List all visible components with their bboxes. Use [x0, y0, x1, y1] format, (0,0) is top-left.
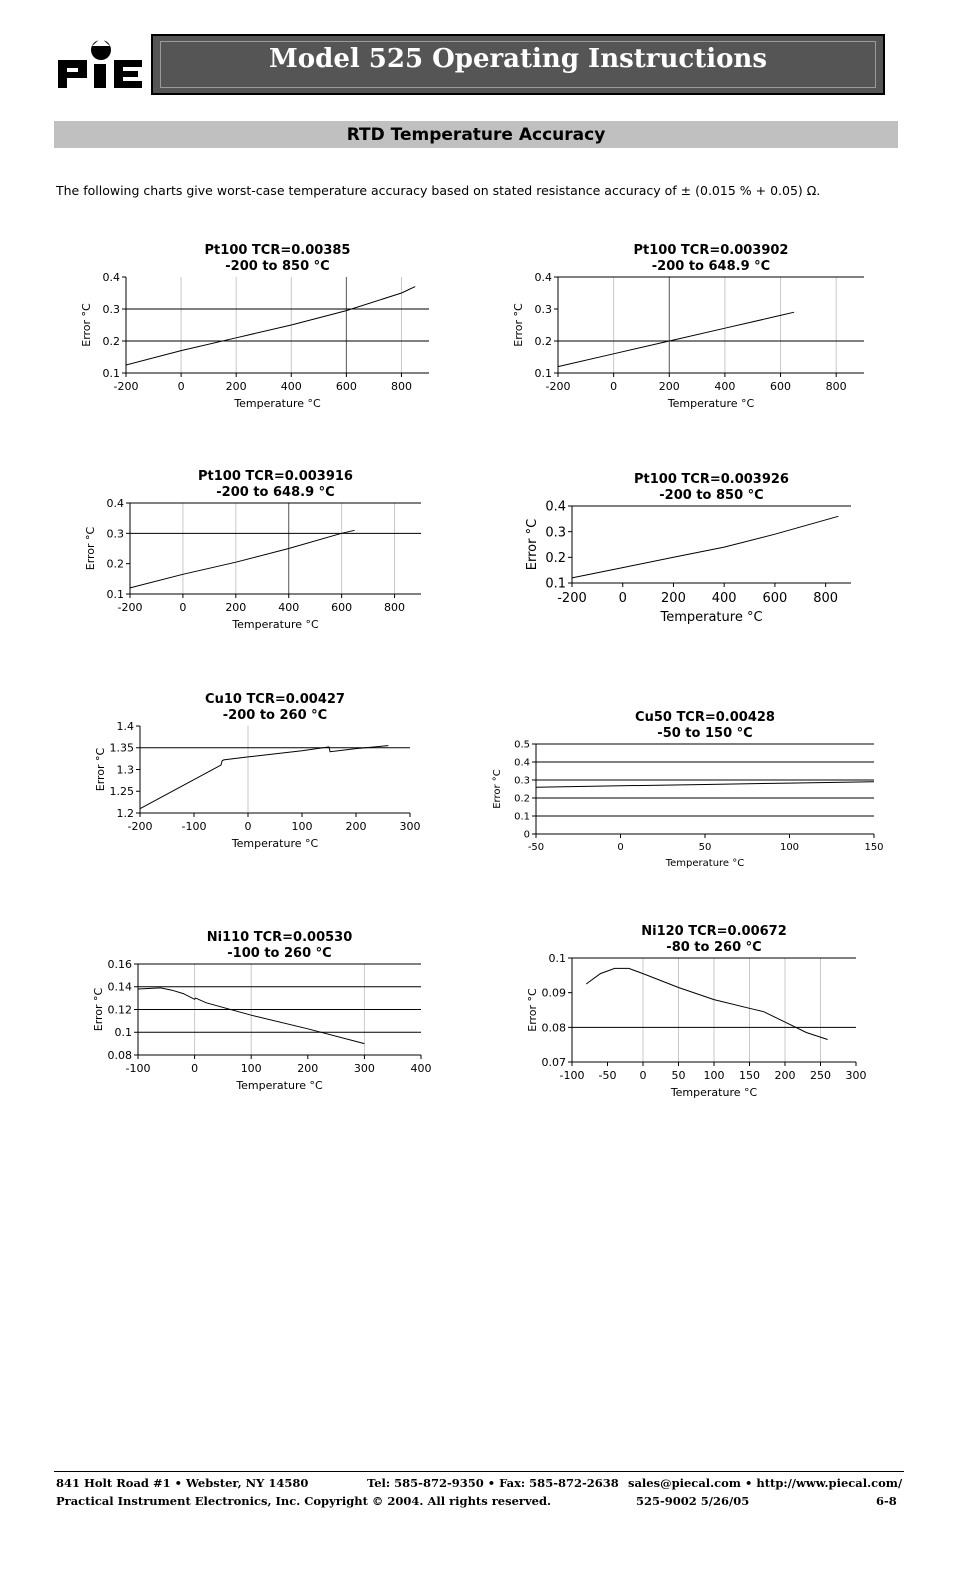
- y-axis-label: Error °C: [492, 769, 503, 809]
- y-tick-label: 0.2: [534, 334, 552, 348]
- section-header: [54, 121, 898, 148]
- x-axis-label: Temperature °C: [234, 397, 321, 410]
- y-tick-label: 0.4: [534, 270, 552, 284]
- x-tick-label: 400: [711, 591, 737, 606]
- series-line: [586, 968, 827, 1039]
- x-tick-label: 0: [179, 601, 187, 614]
- y-tick-label: 1.3: [116, 763, 134, 777]
- chart-cu10: [54, 680, 454, 880]
- y-axis-label: Error °C: [84, 526, 97, 571]
- chart-title: Pt100 TCR=0.00385: [204, 243, 351, 258]
- chart-ni110: [54, 920, 454, 1120]
- intro-text: The following charts give worst-case temperature accuracy based on stated resistance accuracy of ± (0.015 % + 0.05) Ω.: [56, 183, 821, 198]
- x-axis-label: Temperature °C: [236, 1079, 323, 1092]
- x-axis-label: Temperature °C: [670, 1086, 758, 1099]
- x-tick-label: 0: [617, 842, 624, 853]
- footer-web: sales@piecal.com • http://www.piecal.com/: [628, 1476, 903, 1490]
- x-tick-label: 200: [297, 1062, 319, 1075]
- x-tick-label: -50: [527, 842, 545, 853]
- x-tick-label: 300: [845, 1069, 867, 1082]
- y-axis-label: Error °C: [526, 988, 539, 1032]
- x-axis-label: Temperature °C: [660, 610, 763, 625]
- chart-title: Cu10 TCR=0.00427: [205, 692, 345, 707]
- x-tick-label: 800: [390, 380, 412, 393]
- chart-subtitle: -200 to 648.9 °C: [651, 259, 771, 274]
- series-line: [130, 530, 355, 588]
- chart-pt100-00385: [54, 230, 454, 430]
- chart-cu50: [488, 700, 908, 890]
- x-tick-label: 200: [225, 380, 247, 393]
- x-tick-label: 150: [864, 842, 884, 853]
- y-tick-label: 0.1: [114, 1026, 132, 1040]
- y-axis-label: Error °C: [525, 518, 540, 571]
- y-tick-label: 1.35: [109, 741, 134, 755]
- x-tick-label: 200: [661, 591, 686, 606]
- footer-rule: [54, 1471, 904, 1472]
- footer-address: 841 Holt Road #1 • Webster, NY 14580: [56, 1476, 309, 1490]
- chart-title: Pt100 TCR=0.003926: [634, 472, 789, 487]
- y-tick-label: 0.09: [541, 986, 566, 1000]
- footer-page-number: 6-8: [876, 1494, 897, 1508]
- x-tick-label: -200: [113, 380, 139, 393]
- y-tick-label: 0.08: [107, 1048, 132, 1062]
- x-tick-label: 600: [770, 380, 792, 393]
- footer-phone: Tel: 585-872-9350 • Fax: 585-872-2638: [367, 1476, 619, 1490]
- x-tick-label: 600: [762, 591, 788, 606]
- y-tick-label: 0: [523, 829, 530, 841]
- document-title: Model 525 Operating Instructions: [269, 44, 767, 74]
- y-tick-label: 0.1: [548, 951, 566, 965]
- x-tick-label: -200: [557, 591, 587, 606]
- footer-doc-number: 525-9002 5/26/05: [636, 1494, 750, 1508]
- x-tick-label: -200: [127, 820, 153, 833]
- x-tick-label: 800: [825, 380, 847, 393]
- x-tick-label: -100: [125, 1062, 151, 1075]
- y-axis-label: Error °C: [94, 747, 107, 792]
- y-tick-label: 0.2: [545, 551, 566, 567]
- x-tick-label: -100: [181, 820, 207, 833]
- y-tick-label: 0.1: [514, 811, 530, 823]
- x-tick-label: 0: [639, 1069, 647, 1082]
- x-tick-label: -50: [598, 1069, 617, 1082]
- section-title: RTD Temperature Accuracy: [346, 125, 606, 145]
- series-line: [140, 746, 388, 809]
- x-tick-label: 400: [280, 380, 302, 393]
- chart-pt100-003902: [488, 230, 888, 430]
- x-tick-label: 250: [810, 1069, 831, 1082]
- chart-subtitle: -200 to 850 °C: [659, 488, 764, 503]
- x-tick-label: 400: [410, 1062, 432, 1075]
- y-tick-label: 0.4: [102, 270, 120, 284]
- y-axis-label: Error °C: [92, 987, 105, 1032]
- x-tick-label: 300: [399, 820, 421, 833]
- chart-title: Cu50 TCR=0.00428: [635, 710, 775, 725]
- series-line: [558, 312, 794, 366]
- x-tick-label: 50: [671, 1069, 686, 1082]
- y-tick-label: 0.12: [107, 1003, 132, 1017]
- x-tick-label: 0: [618, 591, 627, 606]
- y-tick-label: 0.4: [514, 757, 530, 769]
- y-tick-label: 0.16: [107, 957, 132, 971]
- y-tick-label: 1.25: [109, 785, 134, 799]
- x-tick-label: 200: [658, 380, 680, 393]
- chart-pt100-003926: [488, 458, 888, 658]
- x-tick-label: 50: [698, 842, 712, 853]
- y-tick-label: 0.2: [102, 334, 120, 348]
- y-tick-label: 0.5: [514, 739, 530, 751]
- x-tick-label: 800: [813, 591, 839, 606]
- y-tick-label: 0.08: [541, 1021, 566, 1035]
- y-tick-label: 0.4: [106, 496, 124, 510]
- x-tick-label: 150: [739, 1069, 760, 1082]
- x-tick-label: -100: [559, 1069, 585, 1082]
- y-tick-label: 0.1: [545, 576, 566, 592]
- y-tick-label: 0.2: [106, 557, 124, 571]
- y-tick-label: 0.14: [107, 980, 132, 994]
- chart-title: Ni120 TCR=0.00672: [641, 924, 787, 939]
- x-tick-label: 200: [774, 1069, 796, 1082]
- y-tick-label: 0.07: [541, 1055, 566, 1069]
- y-tick-label: 0.1: [534, 366, 552, 380]
- chart-title: Pt100 TCR=0.003916: [198, 469, 353, 484]
- x-tick-label: 200: [345, 820, 367, 833]
- x-tick-label: 800: [384, 601, 406, 614]
- x-tick-label: 600: [335, 380, 357, 393]
- x-tick-label: 0: [191, 1062, 199, 1075]
- chart-title: Pt100 TCR=0.003902: [633, 243, 789, 258]
- y-tick-label: 0.3: [514, 775, 530, 787]
- x-tick-label: 0: [244, 820, 252, 833]
- series-line: [126, 287, 415, 365]
- x-tick-label: 600: [331, 601, 353, 614]
- x-axis-label: Temperature °C: [231, 837, 319, 850]
- y-tick-label: 0.3: [545, 525, 566, 541]
- x-tick-label: 0: [610, 380, 618, 393]
- footer-copyright: Practical Instrument Electronics, Inc. Copyright © 2004. All rights reserved.: [56, 1494, 551, 1508]
- chart-title: Ni110 TCR=0.00530: [206, 930, 353, 945]
- y-tick-label: 0.1: [102, 366, 120, 380]
- chart-subtitle: -200 to 260 °C: [222, 708, 328, 723]
- series-line: [572, 516, 838, 578]
- y-tick-label: 0.3: [102, 302, 120, 316]
- y-tick-label: 0.4: [545, 499, 566, 515]
- x-tick-label: -200: [545, 380, 571, 393]
- pie-logo: [58, 38, 144, 90]
- x-axis-label: Temperature °C: [667, 397, 755, 410]
- chart-subtitle: -80 to 260 °C: [666, 940, 762, 955]
- x-tick-label: 400: [714, 380, 736, 393]
- series-line: [536, 782, 874, 787]
- chart-subtitle: -100 to 260 °C: [227, 946, 332, 961]
- y-tick-label: 1.2: [116, 806, 134, 820]
- chart-subtitle: -50 to 150 °C: [657, 726, 753, 741]
- chart-pt100-003916: [54, 458, 454, 658]
- x-axis-label: Temperature °C: [232, 618, 319, 631]
- chart-ni120: [488, 914, 908, 1114]
- x-tick-label: -200: [117, 601, 143, 614]
- y-tick-label: 0.2: [514, 793, 530, 805]
- y-axis-label: Error °C: [512, 303, 525, 347]
- chart-subtitle: -200 to 648.9 °C: [216, 485, 335, 500]
- x-tick-label: 100: [703, 1069, 725, 1082]
- x-tick-label: 200: [225, 601, 247, 614]
- x-tick-label: 300: [353, 1062, 375, 1075]
- x-tick-label: 100: [779, 842, 800, 853]
- header-banner: [151, 34, 885, 95]
- x-tick-label: 100: [240, 1062, 262, 1075]
- y-axis-label: Error °C: [80, 303, 93, 347]
- x-tick-label: 100: [291, 820, 313, 833]
- x-tick-label: 0: [177, 380, 185, 393]
- y-tick-label: 0.3: [534, 302, 552, 316]
- x-tick-label: 400: [278, 601, 300, 614]
- y-tick-label: 0.3: [106, 527, 124, 541]
- y-tick-label: 1.4: [116, 719, 134, 733]
- y-tick-label: 0.1: [106, 587, 124, 601]
- chart-subtitle: -200 to 850 °C: [225, 259, 330, 274]
- x-axis-label: Temperature °C: [665, 858, 745, 869]
